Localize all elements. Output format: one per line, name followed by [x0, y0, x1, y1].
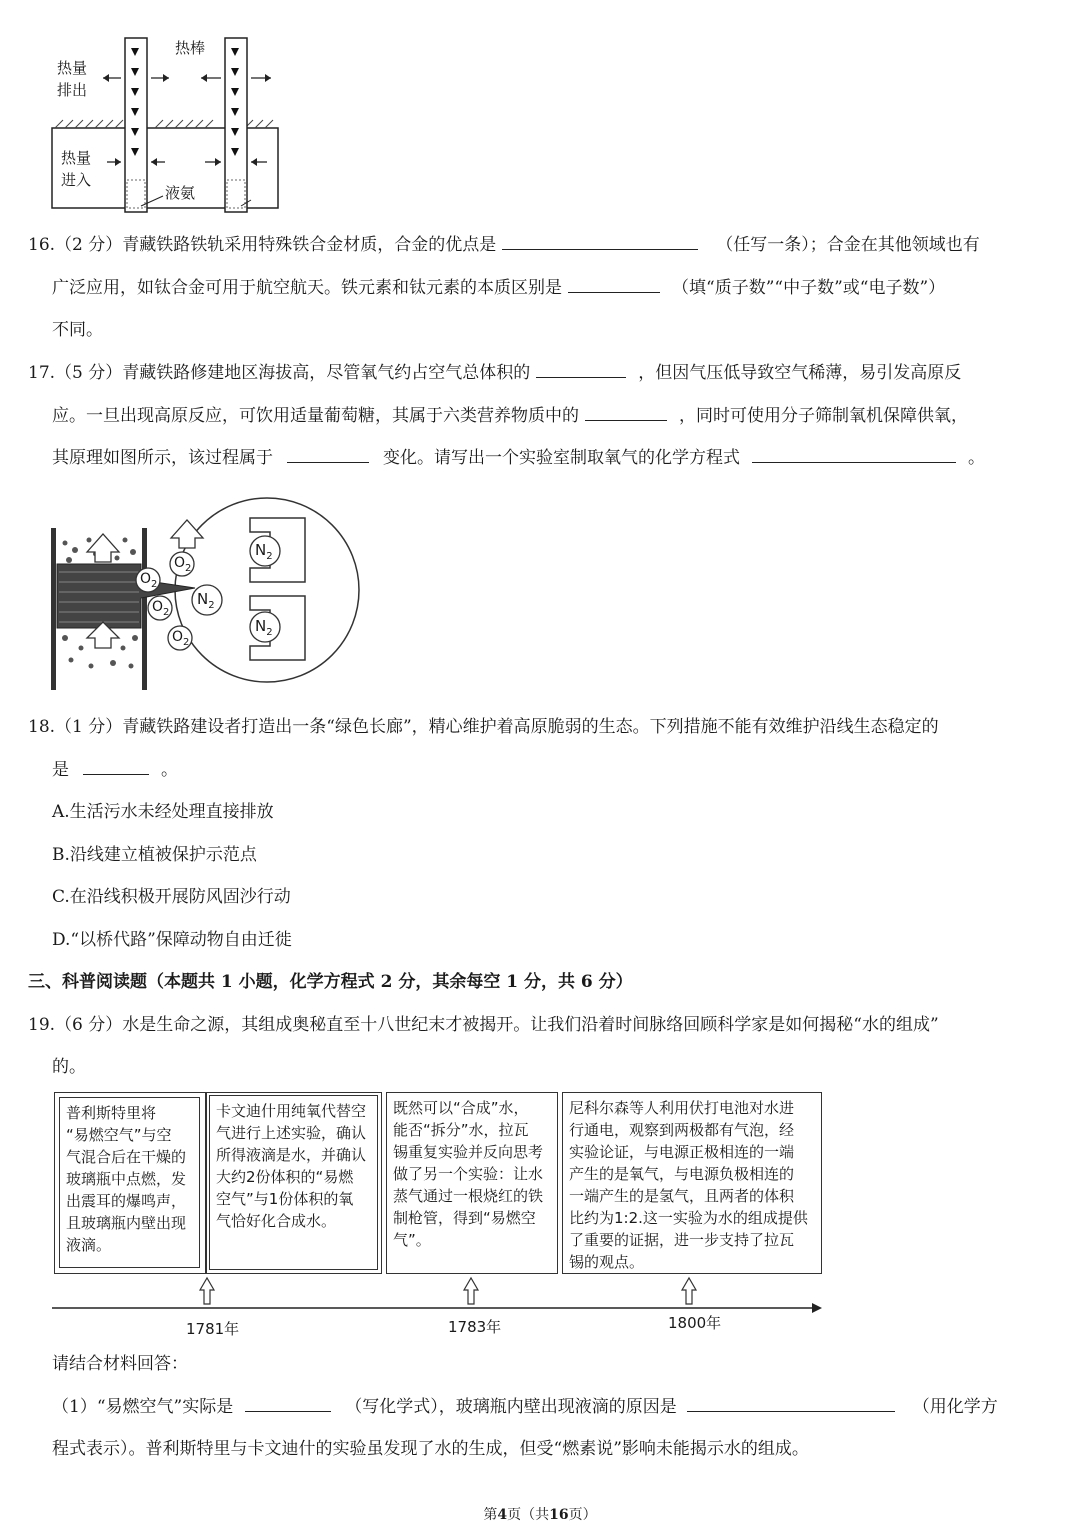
q17-text-7: 。: [968, 448, 985, 468]
n2-label: $N_2$: [255, 617, 273, 638]
label-heat-in-line2: 进入: [61, 171, 92, 189]
q18-option-b[interactable]: B.沿线建立植被保护示范点: [52, 845, 257, 865]
q19-line1: 19.（6 分）水是生命之源，其组成奥秘直至十八世纪末才被揭开。让我们沿着时间脉络回顾科学家是如何揭秘“水的组成”: [28, 1015, 939, 1035]
q19-sub1-text-1: （1）“易燃空气”实际是: [52, 1397, 234, 1417]
footer-page-number: 4: [497, 1507, 508, 1523]
label-heat-out: [57, 57, 87, 101]
q19-sub1-line1: [52, 1395, 998, 1419]
heat-rod-right: [225, 38, 247, 212]
q18-text-3: 。: [161, 760, 178, 780]
q17-text-4: ，同时可使用分子筛制氧机保障供氧，: [679, 406, 968, 426]
q19-line2: 的。: [52, 1057, 86, 1077]
q17-text-5: 其原理如图所示，该过程属于: [52, 448, 273, 468]
o2-label: $O_2$: [174, 555, 192, 574]
label-heat-out-line2: 排出: [57, 81, 88, 99]
q16-text-2: （任写一条）；合金在其他领域也有: [716, 235, 980, 255]
timeline-card-1: [54, 1092, 206, 1274]
sieve-plate-left: [51, 528, 56, 690]
q18-option-d[interactable]: D.“以桥代路”保障动物自由迁徙: [52, 930, 292, 950]
q16-line1: [28, 233, 980, 257]
timeline-card-4: [562, 1092, 822, 1274]
label-heat-in-line1: 热量: [61, 149, 92, 167]
q17-blank-2[interactable]: [585, 404, 667, 421]
q18-line2: [52, 758, 178, 782]
section-3-heading: 三、科普阅读题（本题共 1 小题，化学方程式 2 分，其余每空 1 分，共 6 分）: [28, 972, 633, 992]
timeline-card-3: [386, 1092, 558, 1274]
q18-text-2: 是: [52, 760, 69, 780]
o2-label: $O_2$: [152, 599, 170, 618]
sieve-plate-right: [142, 528, 147, 690]
timeline-up-arrow: [200, 1278, 214, 1304]
q17-blank-1[interactable]: [536, 361, 626, 378]
q18-option-c[interactable]: C.在沿线积极开展防风固沙行动: [52, 887, 291, 907]
label-heat-rod: 热棒: [175, 39, 206, 57]
q16-text-3: 广泛应用，如钛合金可用于航空航天。铁元素和钛元素的本质区别是: [52, 278, 562, 298]
year-1781: 1781年: [186, 1320, 240, 1338]
q17-line3: [52, 446, 985, 470]
heat-rod-figure: [45, 30, 285, 215]
q16-text-1: 16.（2 分）青藏铁路铁轨采用特殊铁合金材质，合金的优点是: [28, 235, 497, 255]
q16-blank-1[interactable]: [502, 233, 698, 250]
card-2-text: 卡文迪什用纯氧代替空 气进行上述实验，确认 所得液滴是水，并确认 大约2份体积的“易燃 空气”与1份体积的氧 气恰好化合成水。: [209, 1095, 378, 1270]
q19-blank-2[interactable]: [687, 1395, 895, 1412]
q18-option-a[interactable]: A.生活污水未经处理直接排放: [52, 802, 274, 822]
q18-line1: 18.（1 分）青藏铁路建设者打造出一条“绿色长廊”，精心维护着高原脆弱的生态。下列措施不能有效维护沿线生态稳定的: [28, 717, 939, 737]
timeline-figure: [50, 1090, 830, 1340]
page-footer: [0, 1504, 1080, 1524]
q17-text-2: ，但因气压低导致空气稀薄，易引发高原反: [638, 363, 962, 383]
q17-text-6: 变化。请写出一个实验室制取氧气的化学方程式: [383, 448, 740, 468]
heat-rod-left: [125, 38, 147, 212]
label-heat-in: [61, 147, 91, 191]
card-3-text: 既然可以“合成”水， 能否“拆分”水，拉瓦 锡重复实验并反向思考 做了另一个实验：让水 蒸气通过一根烧红的铁 制枪管，得到“易燃空 气”。: [393, 1099, 544, 1249]
q16-blank-2[interactable]: [568, 276, 660, 293]
q19-sub1-text-3: （用化学方: [912, 1397, 998, 1417]
molecular-sieve-figure: [45, 488, 365, 694]
label-heat-out-line1: 热量: [57, 59, 88, 77]
card-4-text: 尼科尔森等人利用伏打电池对水进 行通电，观察到两极都有气泡，经 实验论证，与电源正极相连的一端 产生的是氧气，与电源负极相连的 一端产生的是氢气，且两者的体积 比约为1:2.这一实验为水的组成提供 了重要的证据，进一步支持了拉瓦 锡的观点。: [569, 1099, 808, 1271]
q16-text-4: （填“质子数”“中子数”或“电子数”）: [672, 278, 946, 298]
q17-blank-3[interactable]: [287, 446, 369, 463]
timeline-up-arrow: [682, 1278, 696, 1304]
q17-blank-4[interactable]: [752, 446, 956, 463]
q16-line3: 不同。: [52, 320, 103, 340]
q19-blank-1[interactable]: [245, 1395, 331, 1412]
footer-post: 页）: [568, 1507, 597, 1523]
q17-text-1: 17.（5 分）青藏铁路修建地区海拔高，尽管氧气约占空气总体积的: [28, 363, 531, 383]
year-1783: 1783年: [448, 1318, 502, 1336]
o2-label: $O_2$: [140, 571, 158, 590]
q17-line2: [52, 404, 968, 428]
year-1800: 1800年: [668, 1314, 722, 1332]
footer-mid: 页（共: [507, 1507, 550, 1523]
n2-label: $N_2$: [255, 541, 273, 562]
card-1-text: 普利斯特里将 “易燃空气”与空 气混合后在干燥的 玻璃瓶中点燃，发 出震耳的爆鸣声， 且玻璃瓶内壁出现 液滴。: [59, 1097, 200, 1268]
q19-sub1-line2: 程式表示）。普利斯特里与卡文迪什的实验虽发现了水的生成，但受“燃素说”影响未能揭示水的组成。: [52, 1439, 809, 1459]
q18-blank[interactable]: [83, 758, 149, 775]
footer-pre: 第: [483, 1507, 498, 1523]
q17-line1: [28, 361, 961, 385]
timeline-axis-arrow: [812, 1303, 822, 1313]
q16-line2: [52, 276, 945, 300]
q17-text-3: 应。一旦出现高原反应，可饮用适量葡萄糖，其属于六类营养物质中的: [52, 406, 579, 426]
q19-prompt: 请结合材料回答：: [52, 1354, 188, 1374]
timeline-up-arrow: [464, 1278, 478, 1304]
label-liquid-ammonia: 液氨: [165, 184, 196, 202]
q19-sub1-text-2: （写化学式），玻璃瓶内壁出现液滴的原因是: [345, 1397, 677, 1417]
o2-label: $O_2$: [172, 629, 190, 648]
timeline-card-2: [206, 1092, 382, 1274]
footer-total-pages: 16: [549, 1507, 569, 1523]
n2-label: $N_2$: [197, 590, 215, 611]
